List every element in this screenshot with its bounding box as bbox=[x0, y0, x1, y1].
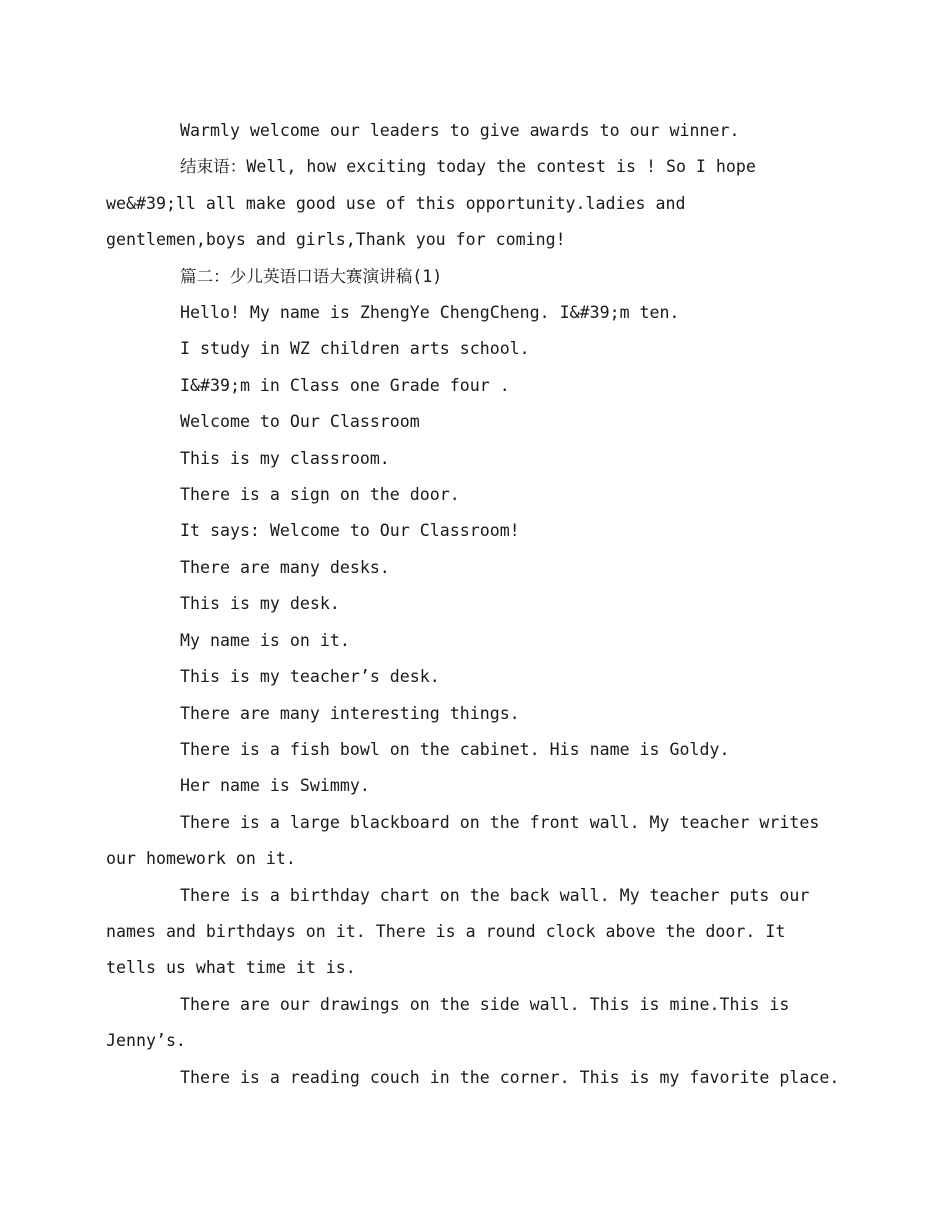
paragraph bbox=[143, 404, 803, 440]
text-line: Her name is Swimmy. bbox=[180, 776, 370, 796]
paragraph bbox=[143, 513, 803, 549]
text-line: names and birthdays on it. There is a round clock above the door. It bbox=[106, 921, 786, 941]
paragraph bbox=[143, 623, 803, 659]
paragraph bbox=[143, 586, 803, 622]
text-line: we&#39;ll all make good use of this opportunity.ladies and bbox=[106, 193, 686, 213]
text-line: There is a sign on the door. bbox=[180, 485, 460, 505]
text-line: There are many interesting things. bbox=[180, 703, 520, 723]
paragraph bbox=[143, 550, 803, 586]
paragraph bbox=[106, 805, 820, 878]
paragraph bbox=[143, 441, 803, 477]
text-line: our homework on it. bbox=[106, 849, 296, 869]
text-line: There are our drawings on the side wall. This is mine.This is bbox=[180, 994, 790, 1014]
text-line: This is my teacher’s desk. bbox=[180, 667, 440, 687]
paragraph bbox=[143, 696, 803, 732]
text-line: My name is on it. bbox=[180, 630, 350, 650]
paragraph bbox=[143, 113, 803, 149]
paragraph bbox=[143, 331, 803, 367]
paragraph bbox=[143, 732, 803, 768]
text-line: This is my desk. bbox=[180, 594, 340, 614]
paragraph bbox=[106, 149, 803, 258]
text-line: Hello! My name is ZhengYe ChengCheng. I&#39;m ten. bbox=[180, 303, 680, 323]
text-line: There is a birthday chart on the back wall. My teacher puts our bbox=[180, 885, 810, 905]
text-line: Welcome to Our Classroom bbox=[180, 412, 420, 432]
text-line: There are many desks. bbox=[180, 557, 390, 577]
text-line: 篇二：少儿英语口语大赛演讲稿(1) bbox=[180, 266, 443, 286]
paragraph bbox=[143, 659, 803, 695]
text-line: 结束语：Well, how exciting today the contest is ! So I hope bbox=[180, 157, 756, 177]
text-line: Warmly welcome our leaders to give awards to our winner. bbox=[180, 121, 740, 140]
paragraph bbox=[143, 259, 803, 295]
text-line: This is my classroom. bbox=[180, 448, 390, 468]
paragraph bbox=[106, 878, 810, 987]
paragraph bbox=[143, 768, 803, 804]
text-line: I&#39;m in Class one Grade four . bbox=[180, 375, 510, 395]
text-line: Jenny’s. bbox=[106, 1031, 186, 1051]
text-line: There is a fish bowl on the cabinet. His name is Goldy. bbox=[180, 739, 730, 759]
paragraph bbox=[143, 477, 803, 513]
text-line: I study in WZ children arts school. bbox=[180, 339, 530, 359]
paragraph bbox=[143, 368, 803, 404]
text-line: There is a large blackboard on the front wall. My teacher writes bbox=[180, 812, 820, 832]
paragraph bbox=[143, 1060, 840, 1096]
text-line: tells us what time it is. bbox=[106, 958, 356, 978]
paragraph bbox=[143, 295, 803, 331]
document-body bbox=[106, 113, 840, 1096]
text-line: It says: Welcome to Our Classroom! bbox=[180, 521, 520, 541]
text-line: There is a reading couch in the corner. This is my favorite place. bbox=[180, 1067, 840, 1087]
text-line: gentlemen,boys and girls,Thank you for coming! bbox=[106, 230, 566, 250]
paragraph bbox=[106, 987, 803, 1060]
